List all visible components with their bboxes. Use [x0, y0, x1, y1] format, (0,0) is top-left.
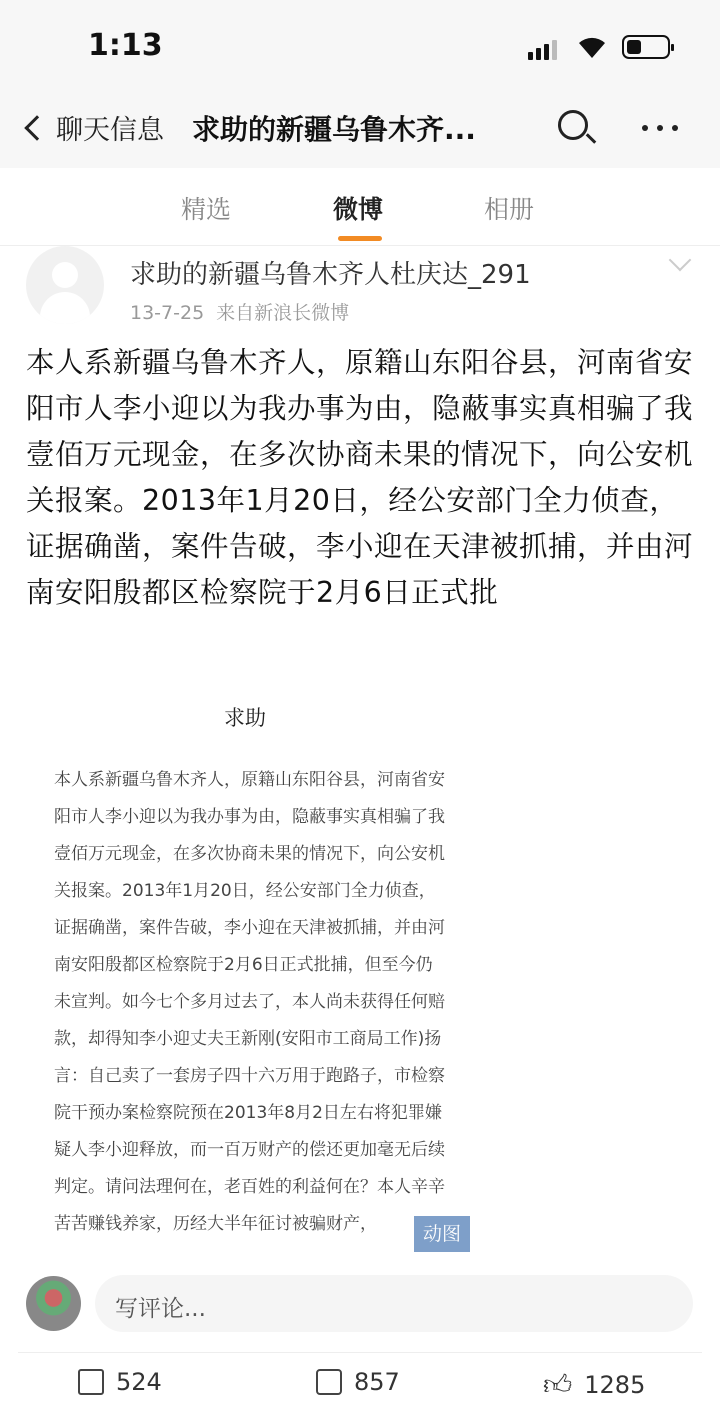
- like-count: 1285: [584, 1371, 646, 1399]
- post-text: 本人系新疆乌鲁木齐人，原籍山东阳谷县，河南省安阳市人李小迎以为我办事为由，隐蔽事实真相骗了我壹佰万元现金，在多次协商未果的情况下，向公安机关报案。2013年1月20日，经公安部门全力侦查，证据确凿，案件告破，李小迎在天津被抓捕，并由河南安阳殷都区检察院于2月6日正式批: [26, 346, 694, 609]
- gif-badge: 动图: [414, 1216, 470, 1252]
- comment-count: 857: [354, 1368, 400, 1396]
- tab-album[interactable]: 相册: [484, 195, 535, 224]
- repost-button[interactable]: [78, 1368, 162, 1396]
- chevron-down-icon[interactable]: [669, 249, 692, 272]
- thumbs-up-icon: 👍︎: [543, 1368, 573, 1401]
- signal-icon: [528, 40, 557, 60]
- comment-button[interactable]: [316, 1368, 400, 1396]
- battery-icon: [622, 35, 670, 59]
- wifi-icon: [576, 34, 608, 60]
- search-icon[interactable]: [558, 110, 588, 140]
- chevron-left-icon: [24, 115, 49, 140]
- tab-weibo[interactable]: 微博: [333, 195, 384, 224]
- comment-icon: [316, 1369, 342, 1395]
- like-button[interactable]: [543, 1368, 645, 1402]
- username[interactable]: 求助的新疆乌鲁木齐人杜庆达_291: [130, 260, 531, 290]
- user-avatar: [26, 1276, 81, 1331]
- avatar[interactable]: [26, 246, 104, 324]
- tab-bar: [0, 168, 720, 246]
- post-meta: [130, 298, 361, 325]
- post-source: 来自新浪长微博: [216, 302, 350, 324]
- status-time: 1:13: [88, 28, 163, 63]
- post-date: 13-7-25: [130, 302, 205, 324]
- back-label: 聊天信息: [56, 115, 164, 146]
- tab-featured[interactable]: 精选: [181, 195, 232, 224]
- more-icon[interactable]: [642, 125, 678, 131]
- post-image[interactable]: [26, 650, 481, 1250]
- image-text: 本人系新疆乌鲁木齐人，原籍山东阳谷县，河南省安阳市人李小迎以为我办事为由，隐蔽事实真相骗了我壹佰万元现金，在多次协商未果的情况下，向公安机关报案。2013年1月20日，经公安部门全力侦查，证据确凿，案件告破，李小迎在天津被抓捕，并由河南安阳殷都区检察院于2月6日正式批捕，但至今仍未宣判。如今七个多月过去了，本人尚未获得任何赔款，却得知李小迎丈夫王新刚(安阳市工商局工作)扬言：自己卖了一套房子四十六万用于跑路子，市检察院干预办案检察院预在2013年8月2日左右将犯罪嫌疑人李小迎释放，而一百万财产的偿还更加毫无后续判定。请问法理何在，老百姓的利益何在？本人辛辛苦苦赚钱养家，历经大半年征讨被骗财产，: [54, 770, 445, 1234]
- header: [0, 0, 720, 168]
- back-button[interactable]: [20, 108, 164, 147]
- image-title: 求助: [224, 706, 266, 730]
- repost-icon: [78, 1369, 104, 1395]
- repost-count: 524: [116, 1368, 162, 1396]
- divider: [18, 1352, 702, 1353]
- page-title: 求助的新疆乌鲁木齐...: [192, 113, 476, 146]
- active-tab-indicator: [338, 236, 382, 241]
- comment-input[interactable]: 写评论...: [95, 1275, 693, 1332]
